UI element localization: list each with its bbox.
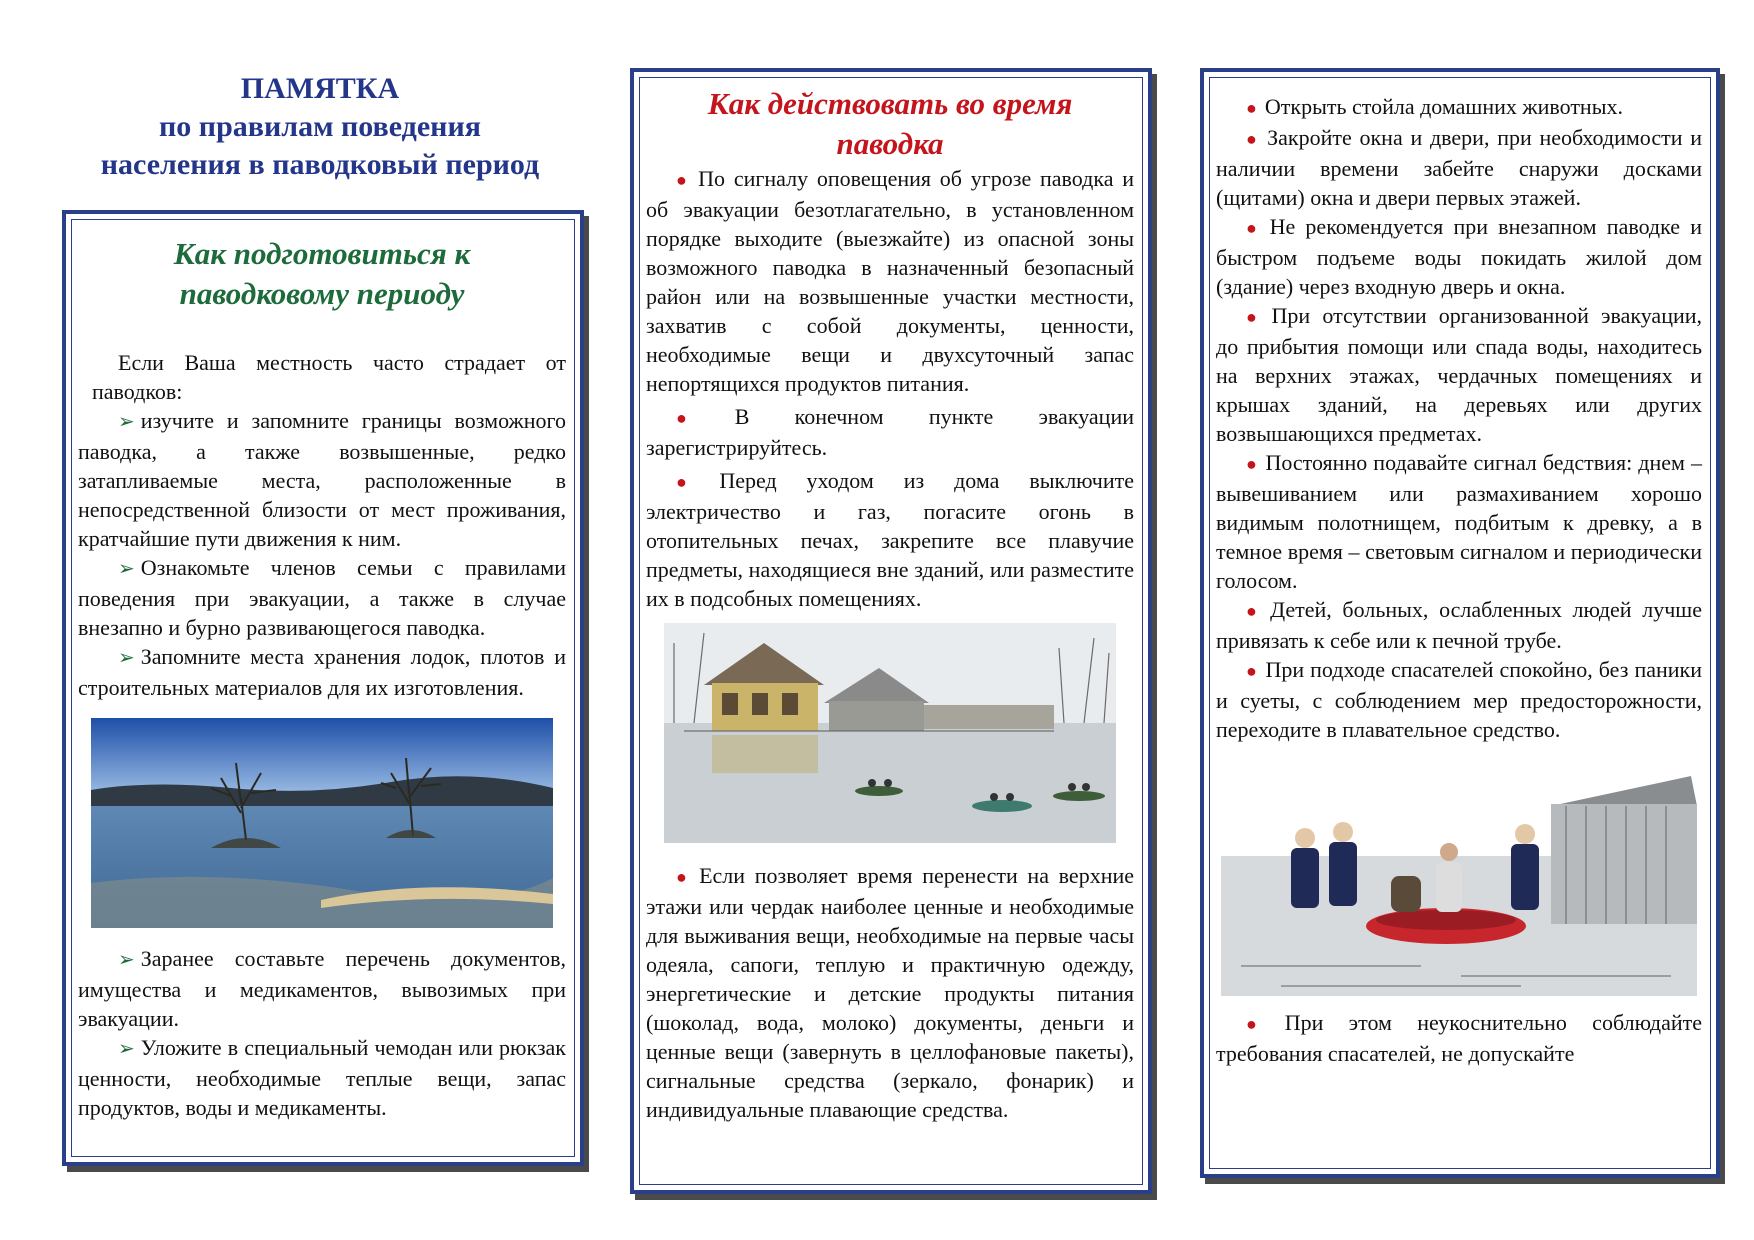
dot-bullet-icon: ● <box>1246 218 1262 238</box>
flooded-house-photo <box>664 623 1116 843</box>
dot-bullet-icon: ● <box>1246 454 1258 474</box>
list-item: ● Открыть стойла домашних животных. <box>1246 94 1623 119</box>
middle-heading-line-1: Как действовать во время <box>707 86 1073 121</box>
list-item: ➢ Заранее составьте перечень документов, имущества и медикаментов, вывозимых при эвакуации. <box>78 946 566 1031</box>
list-item: ➢ изучите и запомните границы возможного паводка, а также возвышенные, редко затапливаемые места, расположенные в непосредственной близости от мест проживания, кратчайшие пути движения к ним. <box>78 408 566 551</box>
left-heading-line-2: паводковому периоду <box>179 276 465 311</box>
arrow-bullet-icon: ➢ <box>118 558 135 580</box>
list-item: ● Не рекомендуется при внезапном паводке и быстром подъеме воды покидать жилой дом (здание) через входную дверь и окна. <box>1216 214 1703 299</box>
title-line-1: ПАМЯТКА <box>240 72 400 105</box>
dot-bullet-icon: ● <box>676 472 712 492</box>
middle-panel <box>630 68 1152 1194</box>
dot-bullet-icon: ● <box>1246 661 1258 681</box>
list-item: ● При отсутствии организованной эвакуации, до прибытия помощи или спада воды, находитесь на верхних этажах, чердачных помещениях и крышах зданий, на деревьях или других возвышающихся предметах. <box>1216 303 1703 446</box>
left-intro: Если Ваша местность часто страдает от паводков: <box>92 350 566 404</box>
page-title <box>70 70 570 184</box>
dot-bullet-icon: ● <box>1246 129 1260 149</box>
dot-bullet-icon: ● <box>1246 307 1264 327</box>
list-item: ● Детей, больных, ослабленных людей лучше привязать к себе или к печной трубе. <box>1216 597 1702 653</box>
list-item: ● При этом неукоснительно соблюдайте требования спасателей, не допускайте <box>1216 1010 1702 1066</box>
list-item: ➢ Уложите в специальный чемодан или рюкзак ценности, необходимые теплые вещи, запас продуктов, воды и медикаменты. <box>78 1035 566 1120</box>
dot-bullet-icon: ● <box>676 867 692 887</box>
left-heading <box>78 234 566 314</box>
dot-bullet-icon: ● <box>1246 98 1257 118</box>
flooded-lake-photo <box>91 718 553 928</box>
middle-heading-line-2: паводка <box>836 126 944 161</box>
title-line-3: населения в паводковый период <box>100 148 540 181</box>
list-item: ● По сигналу оповещения об угрозе паводка и об эвакуации безотлагательно, в установленном порядке выходите (выезжайте) из опасной зоны возможного паводка в назначенный безопасный район или на возвышенные участки местности, захватив с собой документы, ценности, необходимые вещи и двухсуточный запас непортящихся продуктов питания. <box>646 166 1135 396</box>
arrow-bullet-icon: ➢ <box>118 949 135 971</box>
left-heading-line-1: Как подготовиться к <box>173 236 471 271</box>
dot-bullet-icon: ● <box>676 408 727 428</box>
rescuers-boat-photo <box>1221 766 1697 996</box>
list-item: ● В конечном пункте эвакуации зарегистрируйтесь. <box>646 404 1134 460</box>
list-item: ➢ Запомните места хранения лодок, плотов и строительных материалов для их изготовления. <box>78 644 566 700</box>
dot-bullet-icon: ● <box>1246 1014 1277 1034</box>
arrow-bullet-icon: ➢ <box>118 1038 135 1060</box>
arrow-bullet-icon: ➢ <box>118 647 135 669</box>
list-item: ➢ Ознакомьте членов семьи с правилами поведения при эвакуации, а также в случае внезапно и бурно развивающегося паводка. <box>78 555 566 640</box>
middle-heading <box>646 84 1134 164</box>
arrow-bullet-icon: ➢ <box>118 411 135 433</box>
list-item: ● Закройте окна и двери, при необходимости и наличии времени забейте снаружи досками (щитами) окна и двери первых этажей. <box>1216 125 1703 210</box>
title-line-2: по правилам поведения <box>159 110 481 143</box>
dot-bullet-icon: ● <box>1246 601 1263 621</box>
right-panel <box>1200 68 1720 1178</box>
list-item: ● При подходе спасателей спокойно, без паники и суеты, с соблюдением мер предосторожности, переходите в плавательное средство. <box>1216 657 1702 742</box>
list-item: ● Перед уходом из дома выключите электричество и газ, погасите огонь в отопительных печах, закрепите все плавучие предметы, находящиеся вне зданий, или разместите их в подсобных помещениях. <box>646 468 1134 611</box>
list-item: ● Постоянно подавайте сигнал бедствия: днем – вывешиванием или размахиванием хорошо видимым полотнищем, подбитым к древку, а в темное время – световым сигналом и периодически голосом. <box>1216 450 1702 593</box>
left-panel <box>62 210 584 1166</box>
list-item: ● Если позволяет время перенести на верхние этажи или чердак наиболее ценные и необходимые для выживания вещи, необходимые на первые часы одеяла, сапоги, теплую и практичную одежду, энергетические и детские продукты питания (шоколад, вода, молоко) документы, деньги и ценные вещи (завернуть в целлофановые пакеты), сигнальные средства (зеркало, фонарик) и индивидуальные плавающие средства. <box>646 863 1135 1122</box>
dot-bullet-icon: ● <box>676 170 691 190</box>
